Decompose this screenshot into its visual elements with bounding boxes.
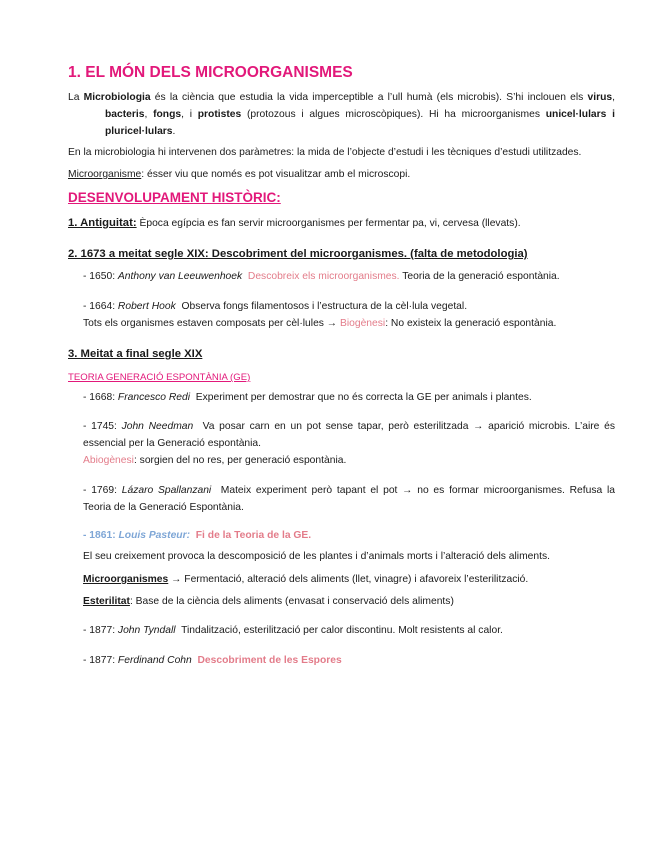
definition-text: → Fermentació, alteració dels aliments (llet, vinagre) i afavoreix l’esterilització. [168,574,529,585]
definition-abiogenesi [83,454,346,468]
intro-text: és la ciència que estudia la vida imperceptible a l’ull humà (els microbis). S’hi inclouen els [150,92,588,103]
event-1769 [83,484,615,498]
term-microbiologia: Microbiologia [83,92,151,103]
event-1769-line-2: Teoria de la Generació Espontània. [83,502,244,513]
term-pluricellulars: pluricel·lulars [105,126,173,137]
definition-text: : sorgien del no res, per generació espontània. [133,455,347,466]
event-1668 [83,391,532,405]
event-text: Tots els organismes estaven composats per cèl·lules → [83,318,340,329]
definition-text: : Base de la ciència dels aliments (envasat i conservació dels aliments) [129,596,454,607]
term-esterilitat: Esterilitat [83,596,130,607]
event-1861-line-2: El seu creixement provoca la descomposició de les plantes i d’animals morts i l’alteració dels aliments. [83,551,551,562]
term-microorganismes: Microorganismes [83,574,169,585]
intro-text: , [612,92,615,103]
event-1664 [83,300,467,314]
antiguitat-line [68,216,521,231]
term-microorganisme: Microorganisme [68,169,142,180]
term-protistes: protistes [197,109,242,120]
definition-microorganisme [68,168,410,182]
event-text: Teoria de la generació espontània. [399,271,560,282]
antiguitat-text: Època egípcia es fan servir microorganismes per fermentar pa, vi, cervesa (llevats). [136,218,521,229]
event-1877-tyndall [83,624,503,638]
event-year: - 1745: [83,421,122,432]
term-unicellulars: unicel·lulars i [545,109,615,120]
event-highlight: Descobreix els microorganismes. [247,271,400,282]
subheading-ge: TEORIA GENERACIÓ ESPONTÀNIA (GE) [68,372,251,383]
definition-microorganismes [83,573,528,587]
event-person: Ferdinand Cohn [117,655,192,666]
event-1861 [83,529,311,543]
event-text: Observa fongs filamentosos i l’estructura de la cèl·lula vegetal. [181,301,468,312]
period-2-heading: 2. 1673 a meitat segle XIX: Descobriment del microorganismes. (falta de metodologia) [68,248,528,260]
event-1664-biogenesi [83,317,556,331]
intro-line-2 [105,108,615,122]
definition-esterilitat [83,595,454,609]
intro-text: , i [181,109,198,120]
event-year: - 1769: [83,485,122,496]
term-biogenesi: Biogènesi [339,318,386,329]
event-person: Louis Pasteur: [118,530,191,541]
event-person: John Needman [121,421,194,432]
antiguitat-heading: 1. Antiguitat: [68,217,137,229]
event-person: Robert Hook [117,301,176,312]
event-highlight: Fi de la Teoria de la GE. [195,530,312,541]
term-abiogenesi: Abiogènesi [83,455,134,466]
period-3-heading: 3. Meitat a final segle XIX [68,348,203,360]
term-fongs: fongs [153,109,182,120]
term-bacteris: bacteris [105,109,145,120]
event-year: - 1877: [83,655,118,666]
event-1877-cohn [83,654,342,668]
event-year: - 1877: [83,625,118,636]
intro-text: (protozous i algues microscòpiques). Hi ha microorganismes [241,109,546,120]
intro-text: . [172,126,176,137]
event-text: Mateix experiment però tapant el pot → no es formar microorganismes. Refusa la [220,485,616,496]
intro-text: La [68,92,84,103]
event-highlight: Descobriment de les Espores [197,655,342,666]
event-1745 [83,420,615,434]
definition-text: : ésser viu que només es pot visualitzar amb el microscopi. [141,169,411,180]
event-1745-line-2: essencial per la Generació espontània. [83,438,262,449]
event-text: Experiment per demostrar que no és correcta la GE per animals i plantes. [195,392,532,403]
event-year: - 1664: [83,301,118,312]
event-year: - 1650: [83,271,118,282]
event-1650 [83,270,560,284]
event-text: : No existeix la generació espontània. [385,318,557,329]
event-person: Francesco Redi [117,392,191,403]
event-person: Lázaro Spallanzani [121,485,212,496]
intro-line-1 [68,91,615,105]
event-text: Tindalització, esterilització per calor discontinu. Molt resistents al calor. [181,625,503,636]
intro-line-3 [105,125,175,139]
event-person: Anthony van Leeuwenhoek [117,271,243,282]
intro-text: , [144,109,154,120]
intro-parameters: En la microbiologia hi intervenen dos paràmetres: la mida de l’objecte d’estudi i les tècniques d’estudi utilitzades. [68,147,582,158]
event-text: Va posar carn en un pot sense tapar, però esterilitzada → aparició microbis. L’aire és [202,421,615,432]
section-heading-historic: DESENVOLUPAMENT HISTÒRIC: [68,190,281,205]
event-year: - 1668: [83,392,118,403]
term-virus: virus [587,92,613,103]
event-person: John Tyndall [117,625,176,636]
event-year: - 1861: [83,530,119,541]
document-title: 1. EL MÓN DELS MICROORGANISMES [68,64,353,81]
